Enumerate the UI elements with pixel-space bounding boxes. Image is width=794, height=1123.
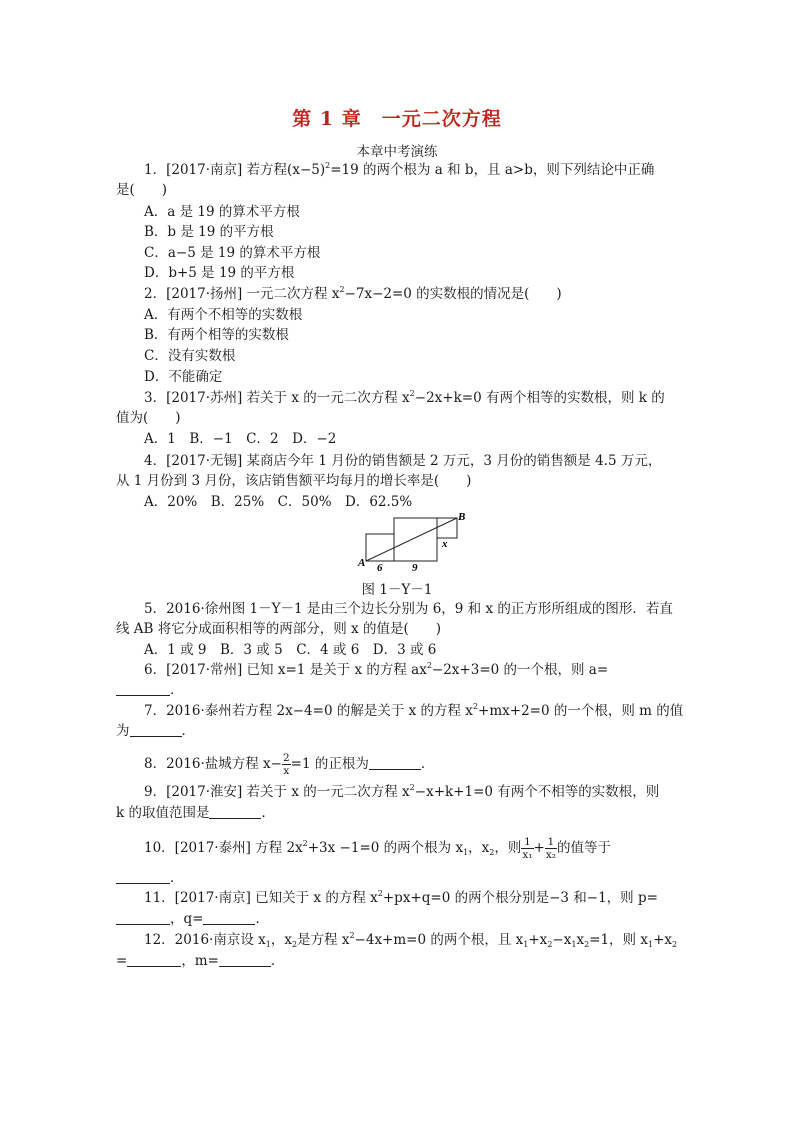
q12-stem-line2: = ，m= ． [116, 953, 285, 969]
q12-m-blank[interactable] [219, 952, 271, 967]
q10-stem-line1: 10．[2017·泰州] 方程 $2x^2+3x -1=0$ 的两个根为 $x_1$，$x_2$，则 $\frac{1}{\text{x₁}}$ + $\frac{1}{\text{x₂}}$ 的值等于 [144, 836, 611, 861]
label-a: A [358, 557, 366, 569]
label-b: B [458, 511, 466, 523]
q11-stem-line2: ，q= ． [116, 909, 680, 929]
q7-answer-blank[interactable] [130, 722, 182, 737]
q5-stem-line2: 线 AB 将它分成面积相等的两部分，则 x 的值是( ) [116, 621, 441, 637]
square-x [437, 518, 457, 538]
q8-answer-blank[interactable] [369, 755, 421, 770]
square-9 [394, 518, 437, 561]
q10-stem-line2: ． [116, 868, 680, 888]
q9-stem-line1: 9．[2017·淮安] 若关于 x 的一元二次方程 $x^2-x+k+1=0$ 有两个不相等的实数根，则 [144, 783, 660, 800]
q1-stem-line1: 1．[2017·南京] 若方程$(x-5)^2=19$ 的两个根为 a 和 b，且 a>b，则下列结论中正确 [144, 161, 655, 178]
q2-option-b: B．有两个相等的实数根 [144, 327, 289, 343]
q7-stem-line2: 为 ． [116, 723, 195, 739]
q5-options: A．1 或 9 B．3 或 5 C．4 或 6 D．3 或 6 [144, 642, 437, 658]
q1-option-a: A．a 是 19 的算术平方根 [144, 204, 300, 220]
q3-stem-line1: 3．[2017·苏州] 若关于 x 的一元二次方程 $x^2-2x+k=0$ 有两个相等的实数根，则 k 的 [144, 389, 665, 406]
section-subtitle: 本章中考演练 [356, 144, 438, 160]
q4-options: A．20% B．25% C．50% D．62.5% [144, 494, 413, 510]
q11-q-blank[interactable] [203, 910, 255, 925]
q2-option-c: C．没有实数根 [144, 348, 236, 364]
q5-stem-line1: 5．2016·徐州图 1－Y－1 是由三个边长分别为 6，9 和 x 的正方形所组成的图形．若直 [144, 601, 673, 617]
q1-stem-line2: 是( ) [116, 182, 168, 198]
q11-stem-line1: 11．[2017·南京] 已知关于 x 的方程 $x^2+px+q=0$ 的两个根分别是−3 和−1，则 p= [144, 889, 658, 906]
squares-figure [356, 510, 476, 572]
q4-stem-line1: 4．[2017·无锡] 某商店今年 1 月份的销售额是 2 万元，3 月份的销售额是 4.5 万元， [144, 453, 662, 469]
q10-fraction-1: $\frac{1}{\text{x₁}}$ [522, 836, 533, 861]
q2-option-a: A．有两个不相等的实数根 [144, 307, 303, 323]
label-x: x [442, 538, 448, 550]
q10-fraction-2: $\frac{1}{\text{x₂}}$ [545, 836, 556, 861]
q9-answer-blank[interactable] [209, 804, 261, 819]
figure-caption: 图 1－Y－1 [361, 582, 433, 598]
q4-stem-line2: 从 1 月份到 3 月份，该店销售额平均每月的增长率是( ) [116, 473, 472, 489]
q10-answer-blank[interactable] [116, 869, 170, 884]
q3-options: A．1 B．−1 C．2 D．−2 [144, 431, 337, 447]
q8-stem: 8．2016·盐城方程 x− $\frac{2}{x}$ =1 的正根为 ． [144, 752, 435, 777]
q2-option-d: D．不能确定 [144, 369, 223, 385]
q7-stem-line1: 7．2016·泰州若方程 2x−4=0 的解是关于 x 的方程 $x^2+mx+2=0$ 的一个根，则 m 的值 [144, 702, 684, 719]
q8-fraction: $\frac{2}{x}$ [282, 752, 290, 777]
label-9: 9 [412, 562, 418, 572]
q12-stem-line1: 12．2016·南京设 $x_1$，$x_2$是方程 $x^2-4x+m=0$ 的两个根，且 $x_1+x_2-x_1x_2=1$，则 $x_1+x_2$ [144, 931, 678, 949]
q6-answer-blank[interactable] [116, 681, 170, 696]
q9-stem-line2: k 的取值范围是 ． [116, 805, 275, 821]
q6-stem-line2: ． [116, 680, 680, 700]
q1-option-c: C．a−5 是 19 的算术平方根 [144, 245, 321, 261]
chapter-title: 第 1 章 一元二次方程 [292, 108, 502, 130]
q11-p-blank[interactable] [116, 910, 170, 925]
q3-stem-line2: 值为( ) [116, 410, 181, 426]
q1-option-d: D．b+5 是 19 的平方根 [144, 265, 295, 281]
label-6: 6 [377, 562, 383, 572]
q12-sum-blank[interactable] [127, 952, 181, 967]
square-6 [366, 534, 394, 561]
q6-stem-line1: 6．[2017·常州] 已知 x=1 是关于 x 的方程 $ax^2-2x+3=0$ 的一个根，则 a= [144, 661, 609, 678]
q2-stem: 2．[2017·扬州] 一元二次方程 $x^2-7x-2=0$ 的实数根的情况是( ) [144, 285, 562, 302]
q1-option-b: B．b 是 19 的平方根 [144, 224, 274, 240]
